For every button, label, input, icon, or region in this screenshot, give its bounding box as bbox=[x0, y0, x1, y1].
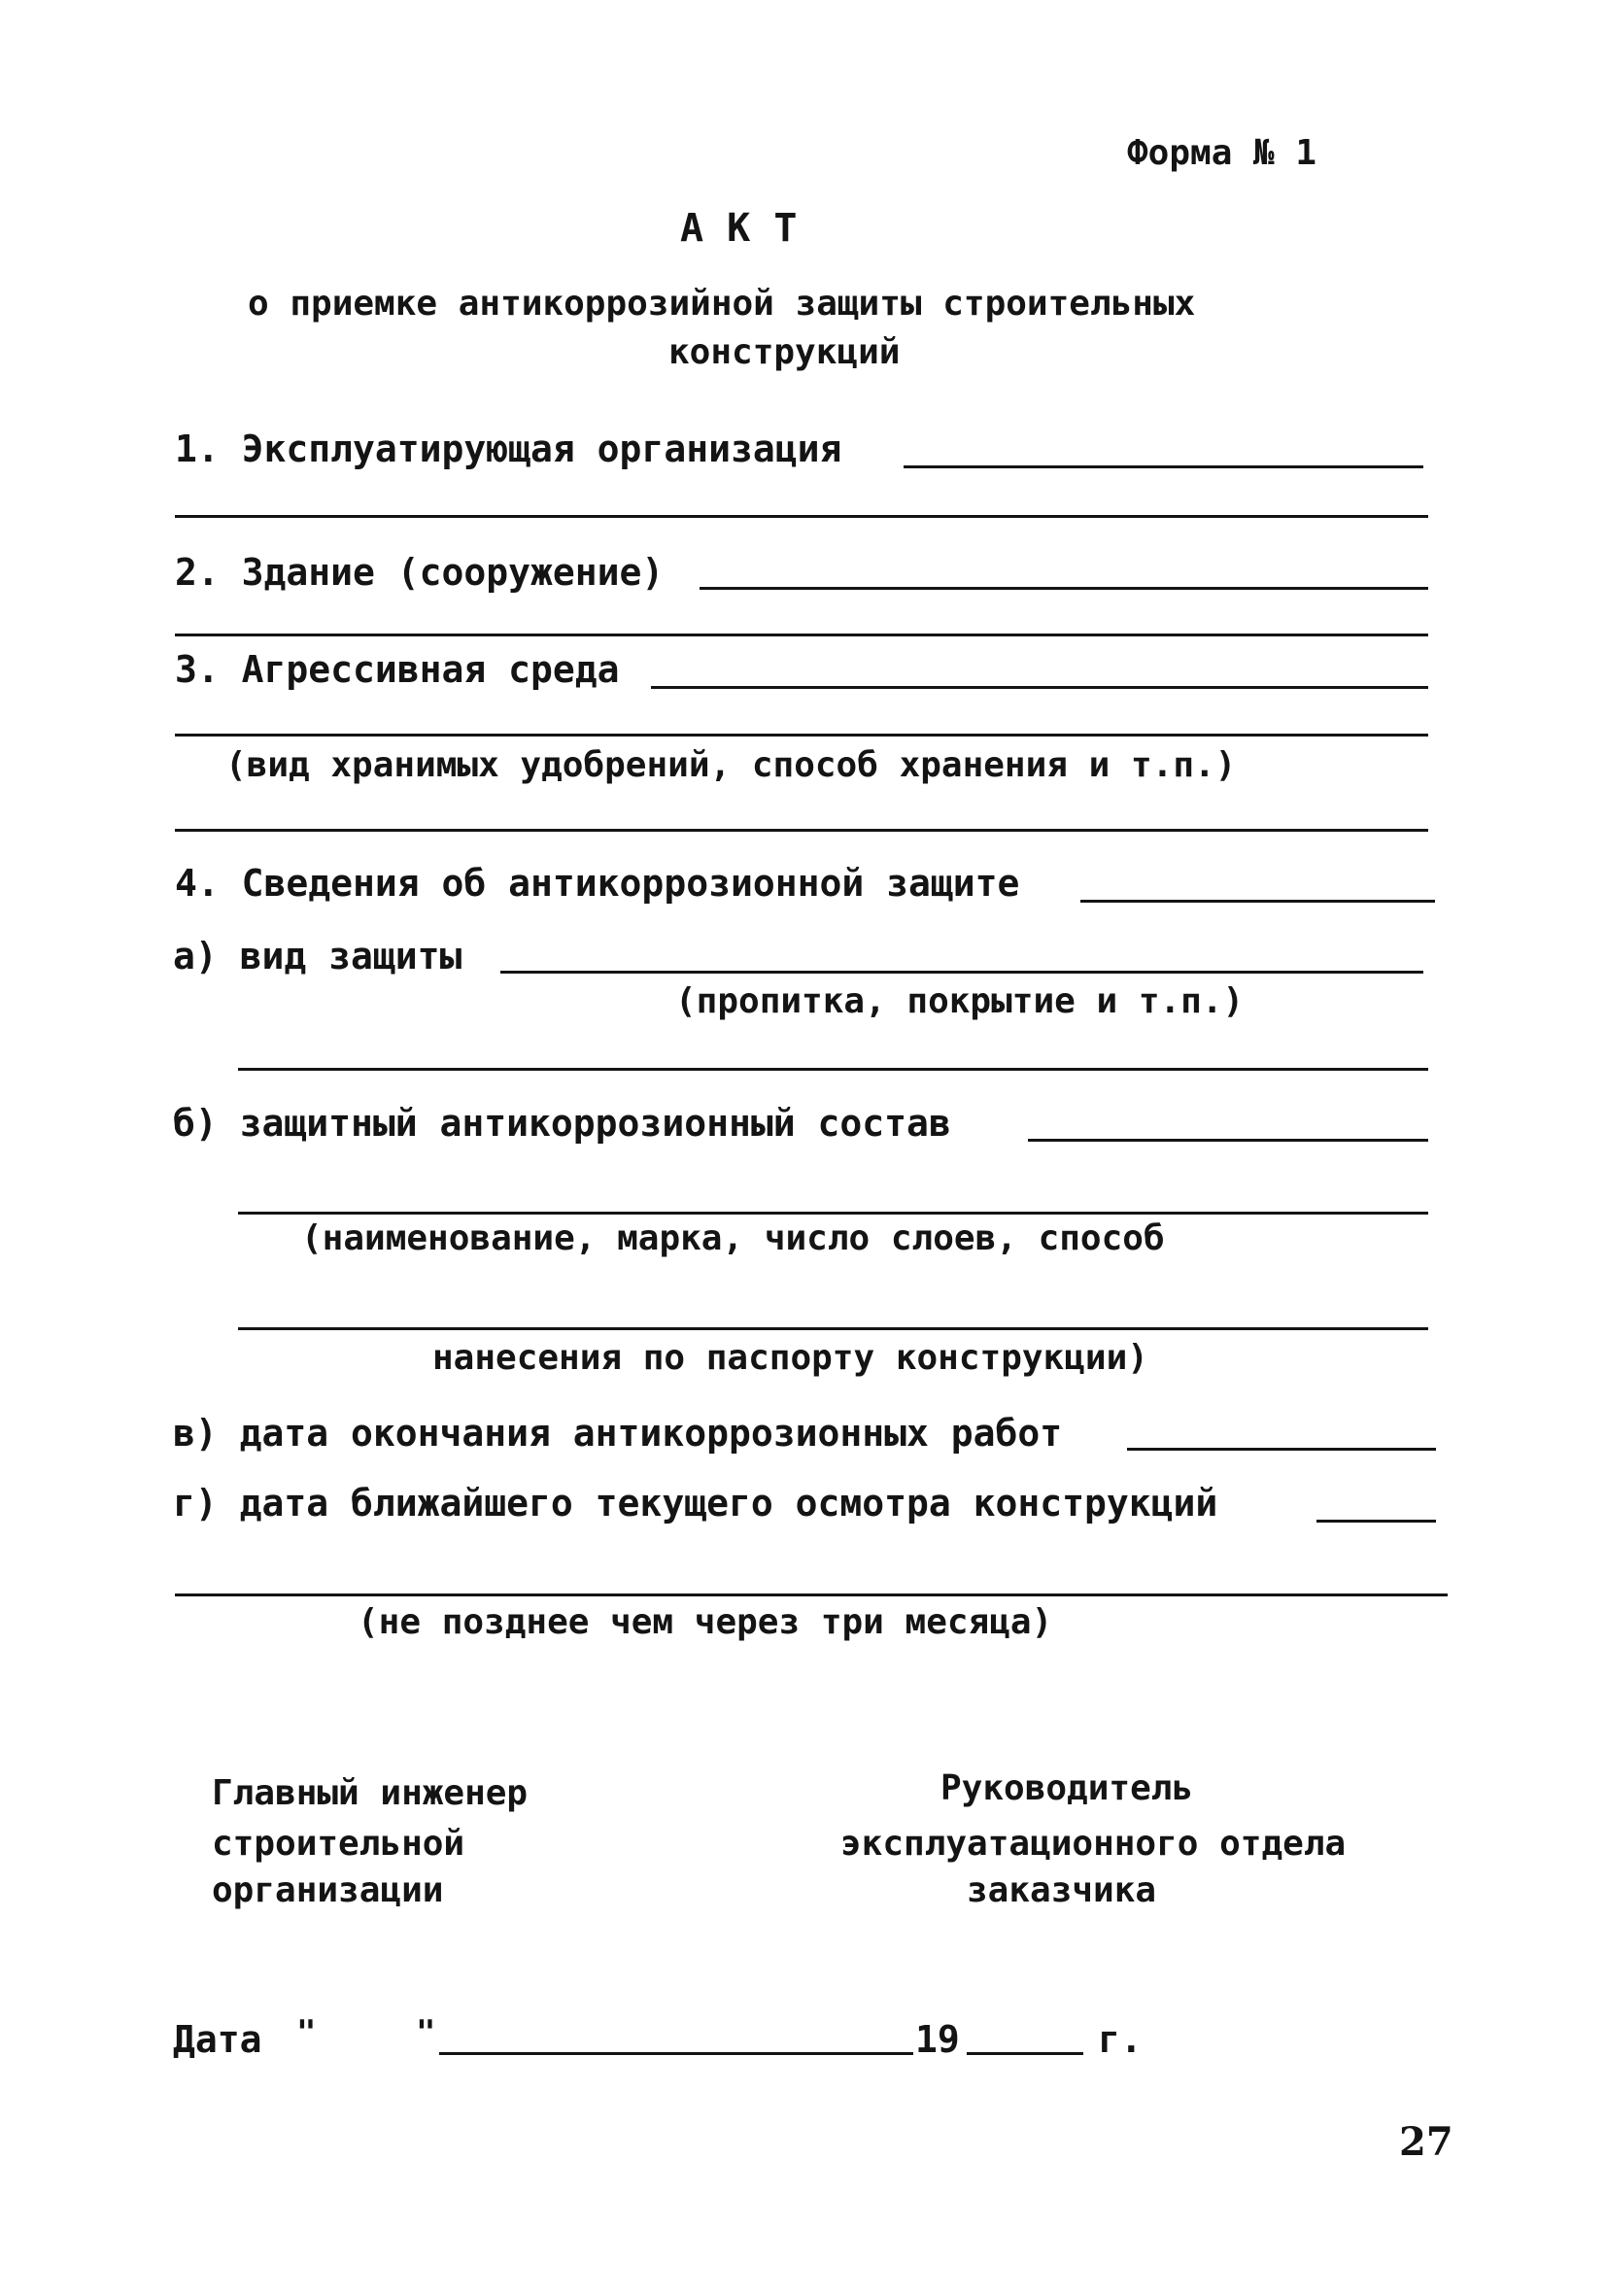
signature-right-line2: эксплуатационного отдела bbox=[840, 1824, 1347, 1864]
signature-right-line1: Руководитель bbox=[940, 1768, 1194, 1808]
environment-input-line[interactable] bbox=[651, 686, 1428, 689]
composition-hint-line2: нанесения по паспорту конструкции) bbox=[432, 1338, 1148, 1378]
building-label: 2. Здание (сооружение) bbox=[175, 551, 665, 594]
protection-input-line[interactable] bbox=[1080, 900, 1435, 903]
composition-label: б) защитный антикоррозионный состав bbox=[173, 1102, 951, 1145]
document-subtitle-line2: конструкций bbox=[668, 332, 901, 372]
date-close-quote: " bbox=[416, 2013, 436, 2052]
date-year-suffix: г. bbox=[1098, 2018, 1143, 2061]
inspection-date-label: г) дата ближайшего текущего осмотра конструкций bbox=[173, 1482, 1218, 1525]
page-number: 27 bbox=[1399, 2119, 1453, 2165]
signature-left-line1: Главный инженер bbox=[212, 1773, 529, 1813]
composition-hint-line1: (наименование, марка, число слоев, способ bbox=[301, 1218, 1165, 1258]
protection-type-extra-line[interactable] bbox=[238, 1068, 1428, 1071]
document-title: А К Т bbox=[680, 206, 798, 251]
building-input-line[interactable] bbox=[700, 587, 1428, 590]
protection-type-input-line[interactable] bbox=[500, 971, 1423, 974]
protection-type-label: а) вид защиты bbox=[173, 935, 462, 977]
signature-right-line3: заказчика bbox=[967, 1870, 1157, 1910]
inspection-hint: (не позднее чем через три месяца) bbox=[358, 1602, 1053, 1642]
composition-line-3[interactable] bbox=[238, 1327, 1428, 1330]
inspection-date-input-line[interactable] bbox=[1316, 1520, 1436, 1523]
date-year-input-line[interactable] bbox=[967, 2052, 1083, 2055]
composition-input-line[interactable] bbox=[1028, 1139, 1428, 1142]
organization-input-line[interactable] bbox=[904, 465, 1423, 468]
environment-hint: (вид хранимых удобрений, способ хранения и т.п.) bbox=[225, 745, 1237, 785]
environment-continuation-line[interactable] bbox=[175, 734, 1428, 737]
building-continuation-line[interactable] bbox=[175, 634, 1428, 636]
date-day-month-input-line[interactable] bbox=[439, 2052, 913, 2055]
organization-continuation-line[interactable] bbox=[175, 515, 1428, 518]
end-date-label: в) дата окончания антикоррозионных работ bbox=[173, 1412, 1063, 1455]
environment-label: 3. Агрессивная среда bbox=[175, 648, 620, 691]
signature-left-line2: строительной bbox=[212, 1824, 465, 1864]
date-label: Дата bbox=[173, 2018, 262, 2061]
environment-extra-line[interactable] bbox=[175, 829, 1428, 832]
composition-line-2[interactable] bbox=[238, 1212, 1428, 1215]
protection-type-hint: (пропитка, покрытие и т.п.) bbox=[675, 981, 1245, 1021]
date-open-quote: " bbox=[296, 2013, 317, 2052]
protection-label: 4. Сведения об антикоррозионной защите bbox=[175, 862, 1020, 905]
form-number-label: Форма № 1 bbox=[1127, 133, 1317, 173]
signature-left-line3: организации bbox=[212, 1870, 444, 1910]
date-year-prefix: 19 bbox=[915, 2018, 960, 2061]
organization-label: 1. Эксплуатирующая организация bbox=[175, 428, 842, 470]
inspection-extra-line[interactable] bbox=[175, 1593, 1448, 1596]
end-date-input-line[interactable] bbox=[1127, 1448, 1436, 1451]
document-subtitle-line1: о приемке антикоррозийной защиты строительных bbox=[248, 284, 1196, 324]
